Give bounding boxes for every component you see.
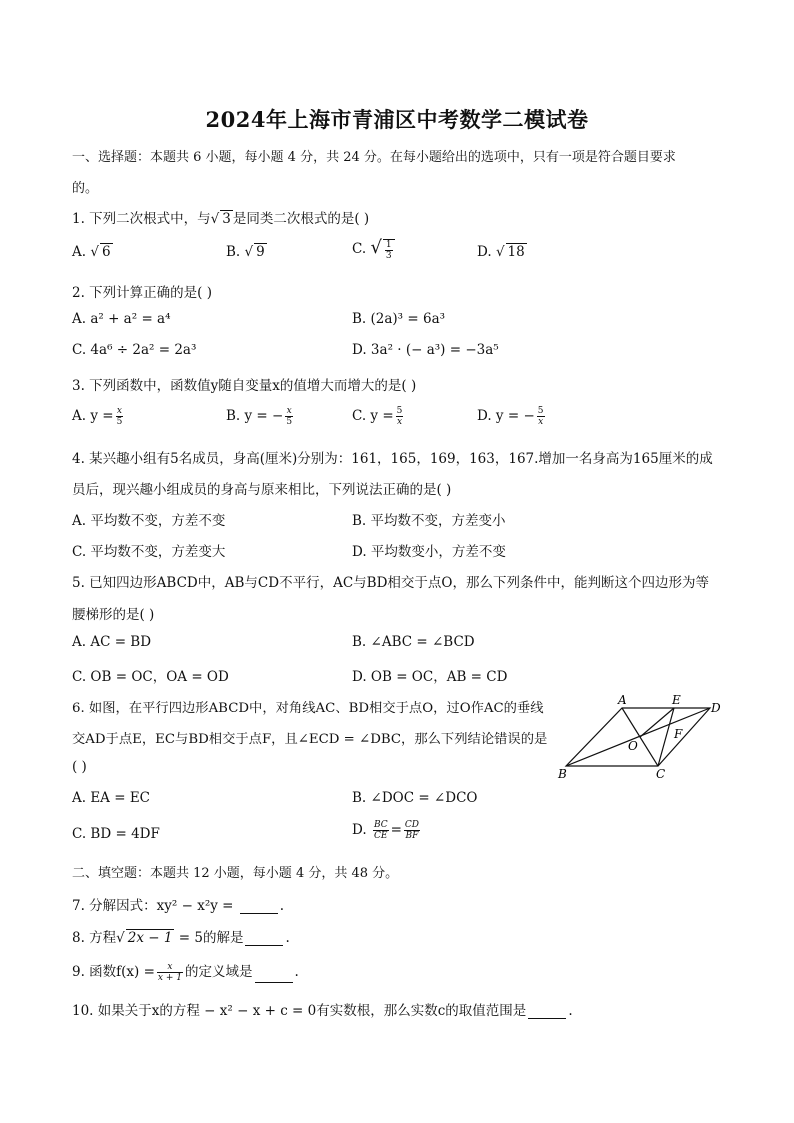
q3-stem: 3. 下列函数中，函数值y随自变量x的值增大而增大的是( )	[72, 378, 417, 394]
q7-text: 7. 分解因式：xy² − x²y =	[72, 898, 238, 914]
q10	[72, 999, 573, 1019]
frac-num: BC	[373, 820, 388, 830]
q5-option-d: D. OB = OC，AB = CD	[352, 669, 508, 685]
q5-option-a: A. AC = BD	[72, 634, 152, 650]
frac-den: 5	[116, 417, 123, 427]
q4-option-b: B. 平均数不变，方差变小	[352, 513, 506, 529]
label-o: O	[628, 739, 638, 753]
q5-line2: 腰梯形的是( )	[72, 607, 155, 623]
q6-option-c: C. BD = 4DF	[72, 826, 160, 842]
q4-option-a: A. 平均数不变，方差不变	[72, 513, 226, 529]
label-e: E	[672, 693, 681, 707]
q1-stem	[72, 207, 369, 227]
q10-end: .	[568, 1003, 573, 1019]
q7	[72, 894, 284, 914]
q9-post: 的定义域是	[185, 964, 253, 980]
q6-option-d: D. $\frac{BC}{CE}$ = $\frac{CD}{BF}$	[352, 820, 420, 841]
q1-option-d: D. √ 18	[477, 244, 525, 260]
frac-den: 3	[385, 250, 392, 261]
q4-line2: 员后，现兴趣小组成员的身高与原来相比，下列说法正确的是( )	[72, 482, 452, 498]
q1-option-b: B. √ 9	[226, 244, 265, 260]
q4-line1: 4. 某兴趣小组有5名成员，身高(厘米)分别为：161，165，169，163，167.增加一名身高为165厘米的成	[72, 451, 713, 467]
frac-num: CD	[404, 820, 420, 830]
frac-num: 5	[396, 406, 403, 416]
answer-blank	[255, 970, 293, 983]
q9-end: .	[294, 964, 299, 980]
q1-stem-post: 是同类二次根式的是( )	[232, 211, 370, 227]
option-label: A.	[72, 244, 87, 260]
q6-line3: ( )	[72, 759, 87, 775]
frac-den: 5	[286, 417, 293, 427]
q4-option-c: C. 平均数不变，方差变大	[72, 544, 226, 560]
q1-b-radicand: 9	[256, 244, 265, 260]
q1-a-radicand: 6	[101, 244, 111, 260]
q4-option-d: D. 平均数变小，方差不变	[352, 544, 506, 560]
diagonal-bd	[566, 708, 710, 766]
page-title: 2024年上海市青浦区中考数学二模试卷	[205, 107, 589, 132]
label-b: B	[558, 767, 567, 780]
q3-option-d	[477, 406, 547, 427]
q3-option-b	[226, 406, 295, 427]
q6-option-a: A. EA = EC	[72, 790, 151, 806]
q1-d-radicand: 18	[507, 244, 525, 260]
frac-den: BF	[405, 831, 419, 841]
option-label: B.	[226, 244, 241, 260]
sqrt-sign: √	[210, 211, 220, 227]
q1-stem-radicand: 3	[222, 211, 231, 227]
frac-num: x	[286, 406, 292, 416]
section1-heading-line1: 一、选择题：本题共 6 小题，每小题 4 分，共 24 分。在每小题给出的选项中，只有一项是符合题目要求	[72, 150, 676, 165]
q5-line1: 5. 已知四边形ABCD中，AB与CD不平行，AC与BD相交于点O，那么下列条件中，能判断这个四边形为等	[72, 575, 709, 591]
q8-end: .	[285, 930, 290, 946]
label-f: F	[674, 727, 683, 741]
q2-stem: 2. 下列计算正确的是( )	[72, 285, 212, 301]
q2-option-d: D. 3a² · (− a³) = −3a⁵	[352, 342, 499, 358]
q5-option-b: B. ∠ABC = ∠BCD	[352, 634, 475, 650]
q3-option-c	[352, 406, 405, 427]
q5-option-c: C. OB = OC，OA = OD	[72, 669, 229, 685]
frac-den: x + 1	[157, 973, 182, 983]
option-label: D. y = −	[477, 408, 535, 424]
q10-text: 10. 如果关于x的方程 − x² − x + c = 0有实数根，那么实数c的取值范围是	[72, 1003, 527, 1019]
q1-option-c: C. √ $\frac{1}{3}$	[352, 237, 397, 261]
q8-post: = 5的解是	[174, 930, 244, 946]
section1-heading-line2: 的。	[72, 181, 99, 196]
q2-option-b: B. (2a)³ = 6a³	[352, 311, 446, 327]
frac-den: x	[397, 417, 403, 427]
segment-oe	[640, 708, 674, 737]
option-label: C. y =	[352, 408, 394, 424]
option-label: C.	[352, 241, 367, 257]
q6-option-b: B. ∠DOC = ∠DCO	[352, 790, 478, 806]
answer-blank	[245, 933, 283, 946]
option-label: D.	[477, 244, 492, 260]
frac-num: x	[116, 406, 122, 416]
q9-pre: 9. 函数f(x) =	[72, 964, 155, 980]
q8-radicand: 2x − 1	[127, 930, 173, 946]
section2-heading: 二、填空题：本题共 12 小题，每小题 4 分，共 48 分。	[72, 866, 399, 881]
q2-option-a: A. a² + a² = a⁴	[72, 311, 171, 327]
frac-num: 1	[385, 239, 392, 250]
frac-den: CE	[374, 831, 388, 841]
frac-num: x	[157, 962, 183, 973]
q2-option-c: C. 4a⁶ ÷ 2a² = 2a³	[72, 342, 197, 358]
q8: 8. 方程√ 2x − 1 = 5的解是 .	[72, 930, 290, 946]
option-label: B. y = −	[226, 408, 284, 424]
option-label: A. y =	[72, 408, 114, 424]
q8-pre: 8. 方程	[72, 930, 117, 946]
answer-blank	[528, 1006, 566, 1019]
option-label: D.	[352, 822, 367, 838]
q1-stem-pre: 1. 下列二次根式中，与	[72, 211, 211, 227]
q3-option-a	[72, 406, 125, 427]
answer-blank	[240, 901, 278, 914]
parallelogram-figure	[556, 692, 726, 780]
label-d: D	[711, 701, 721, 715]
label-c: C	[656, 767, 666, 780]
frac-den: x	[538, 417, 544, 427]
frac-num: 5	[537, 406, 544, 416]
q6-line1: 6. 如图，在平行四边形ABCD中，对角线AC、BD相交于点O，过O作AC的垂线	[72, 701, 544, 716]
q1-option-a: A. √ 6	[72, 244, 111, 260]
q7-end: .	[279, 898, 285, 914]
q9	[72, 960, 299, 983]
label-a: A	[618, 693, 627, 707]
q6-line2: 交AD于点E，EC与BD相交于点F，且∠ECD = ∠DBC，那么下列结论错误的是	[72, 732, 548, 747]
q1-c-fraction	[383, 239, 395, 261]
